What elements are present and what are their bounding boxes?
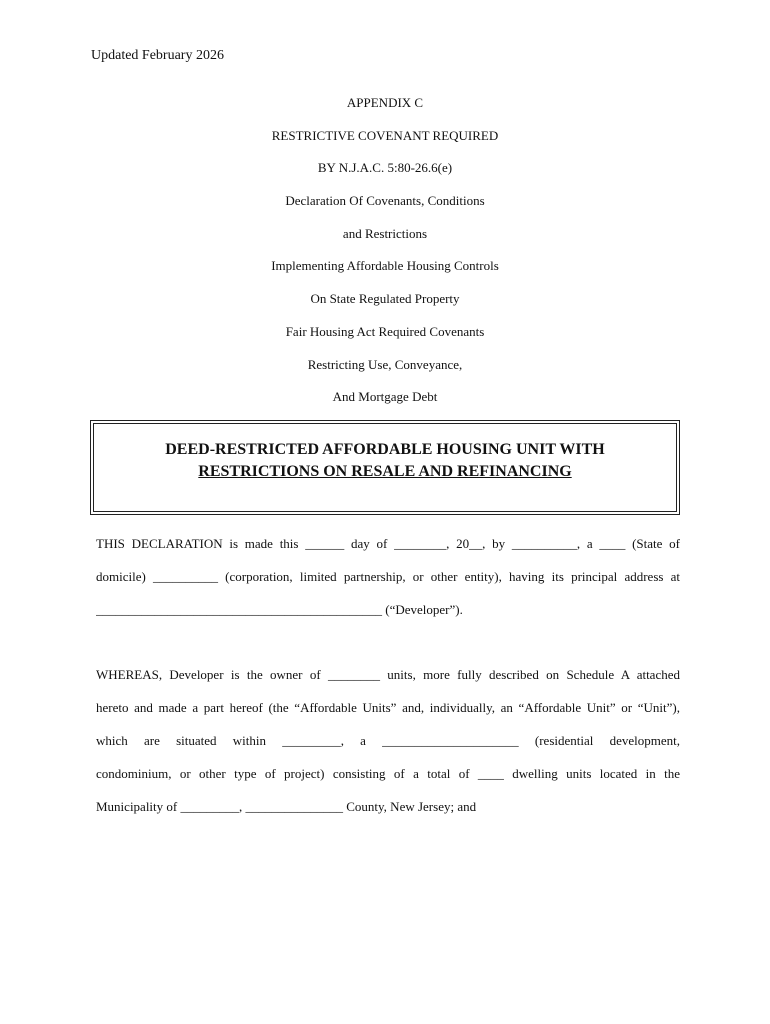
title-box <box>90 420 680 515</box>
declaration-paragraph <box>96 534 680 633</box>
appendix-heading <box>0 93 770 420</box>
updated-date: Updated February 2026 <box>91 48 224 63</box>
paragraph-line: hereto and made a part hereof (the “Affordable Units” and, individually, an “Affordable Unit” or “Unit”), <box>96 700 680 715</box>
heading-line: Fair Housing Act Required Covenants <box>285 323 485 339</box>
paragraph-line: domicile) __________ (corporation, limited partnership, or other entity), having its principal address at <box>96 569 680 584</box>
paragraph-line: ____________________________________________ (“Developer”). <box>96 602 463 617</box>
heading-line: and Restrictions <box>342 225 428 241</box>
heading-line: Declaration Of Covenants, Conditions <box>285 193 485 209</box>
heading-line: And Mortgage Debt <box>332 389 438 405</box>
title-box-inner <box>93 423 677 512</box>
whereas-paragraph <box>96 665 680 830</box>
heading-line: Restricting Use, Conveyance, <box>307 356 463 372</box>
heading-line: APPENDIX C <box>346 95 424 110</box>
box-title-line2: RESTRICTIONS ON RESALE AND REFINANCING <box>198 463 572 480</box>
paragraph-line: condominium, or other type of project) consisting of a total of ____ dwelling units located in the <box>96 766 680 781</box>
paragraph-line: Municipality of _________, _______________ County, New Jersey; and <box>96 799 477 814</box>
paragraph-line: which are situated within _________, a _____________________ (residential development, <box>96 733 680 748</box>
box-title-line1: DEED-RESTRICTED AFFORDABLE HOUSING UNIT WITH <box>165 441 605 458</box>
paragraph-line: WHEREAS, Developer is the owner of ________ units, more fully described on Schedule A attached <box>96 667 680 682</box>
heading-line: RESTRICTIVE COVENANT REQUIRED <box>271 127 499 143</box>
heading-line: Implementing Affordable Housing Controls <box>271 258 499 274</box>
paragraph-line: THIS DECLARATION is made this ______ day of ________, 20__, by __________, a ____ (State of <box>96 536 680 551</box>
heading-line: On State Regulated Property <box>310 291 460 307</box>
heading-line: BY N.J.A.C. 5:80-26.6(e) <box>317 160 453 176</box>
